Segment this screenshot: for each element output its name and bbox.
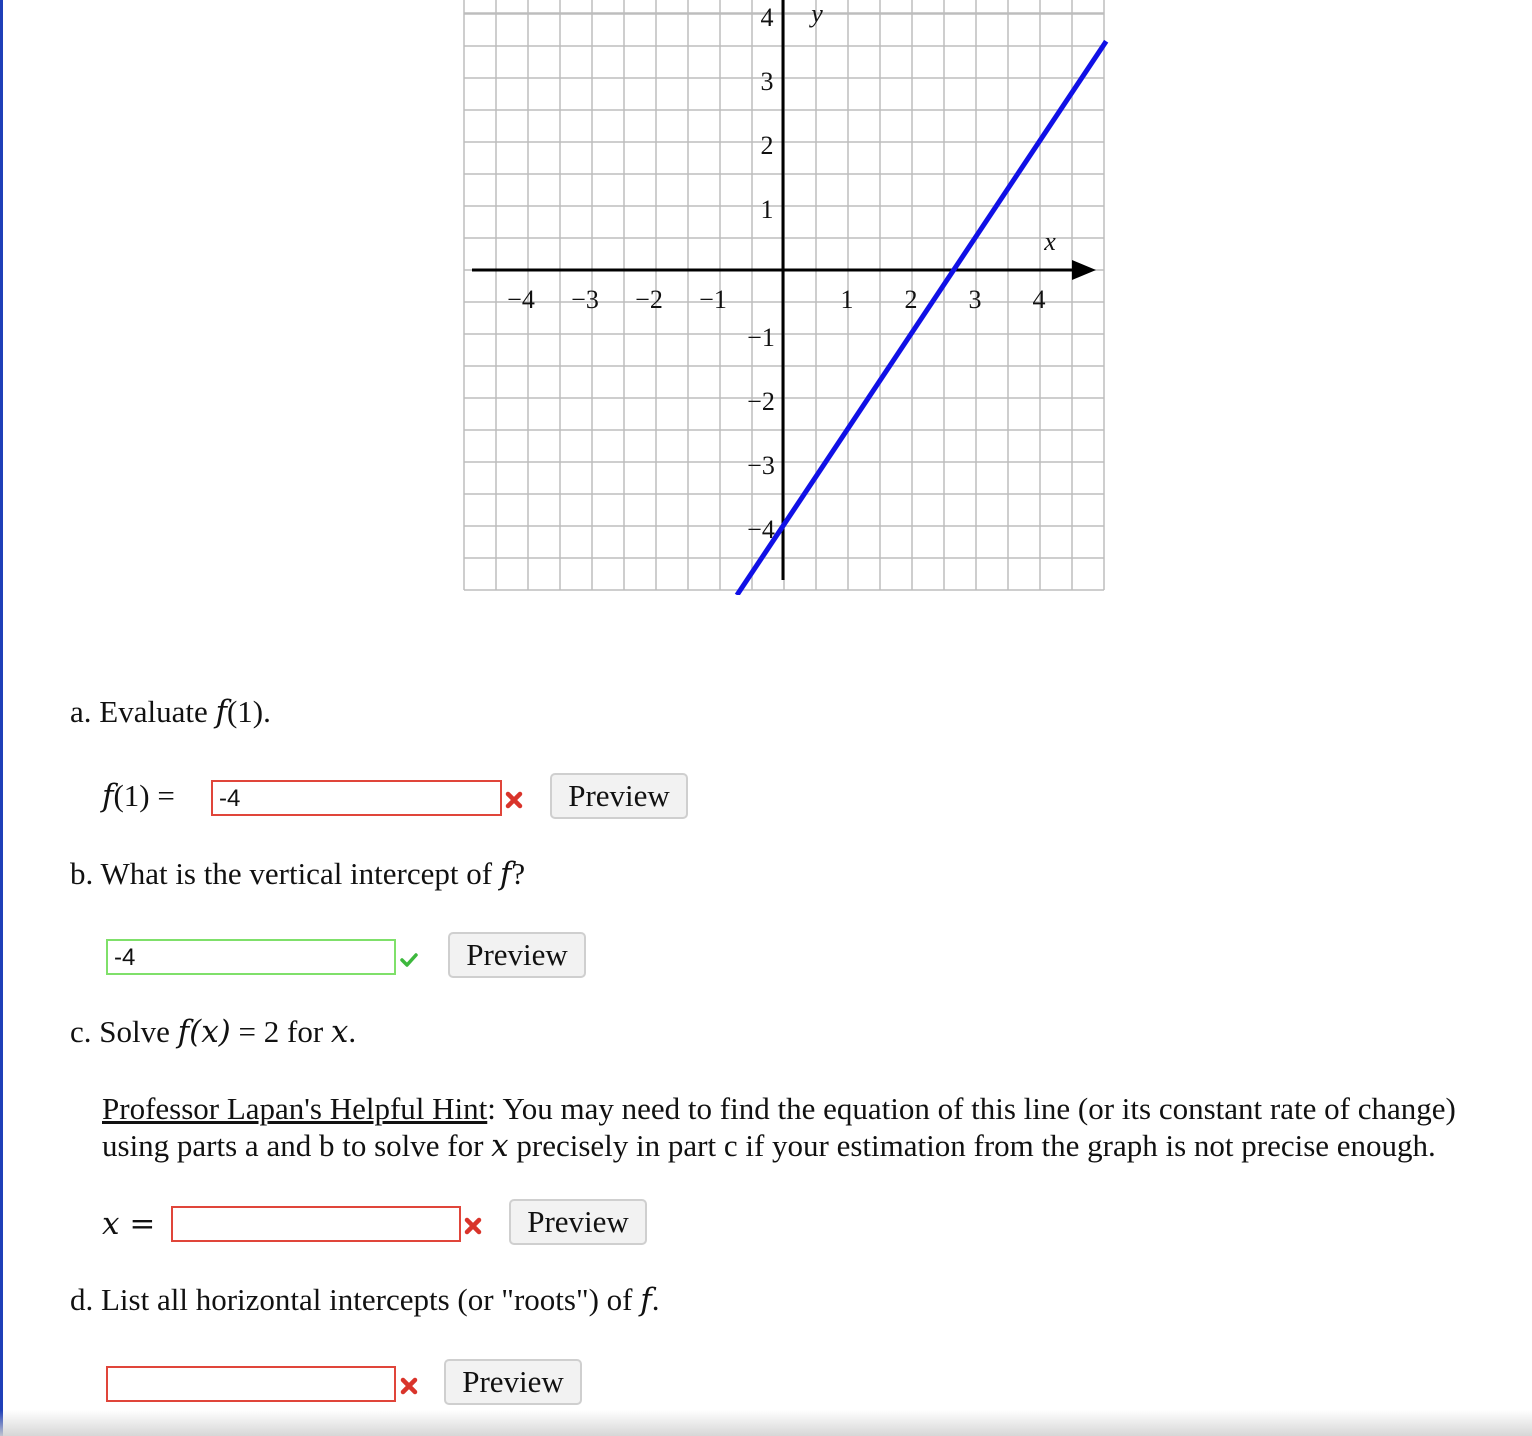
y-tick-label: 1: [760, 195, 774, 224]
question-c-var: x: [330, 1014, 349, 1050]
graph-axes: [472, 0, 1096, 580]
answer-a-label-func: f: [102, 778, 114, 814]
question-c-text: c. Solve: [70, 1014, 178, 1049]
question-b-suffix: ?: [511, 856, 526, 891]
answer-d-input[interactable]: [106, 1366, 396, 1402]
question-a-func: f: [215, 694, 227, 730]
question-d: [70, 1282, 659, 1318]
x-tick-label: 2: [904, 285, 918, 314]
hint-text-1: : You may need to find the equation of this line (or its constant rate of change) using parts a and b to solve for: [102, 1091, 1456, 1163]
question-a-suffix: .: [263, 694, 271, 729]
function-graph: [460, 0, 1110, 595]
answer-a-label-arg: (1) =: [113, 778, 175, 813]
question-c-equals: = 2 for: [238, 1014, 331, 1049]
question-a: [70, 694, 271, 730]
y-tick-label: 3: [760, 67, 774, 96]
x-tick-label: −2: [635, 285, 663, 314]
question-d-text: d. List all horizontal intercepts (or "roots") of: [70, 1282, 641, 1317]
x-tick-label: 3: [968, 285, 982, 314]
x-axis-arrow: [1072, 260, 1096, 280]
incorrect-x-icon: [504, 790, 524, 810]
correct-check-icon: [399, 950, 419, 970]
x-tick-label: −1: [699, 285, 727, 314]
x-tick-label: −3: [571, 285, 599, 314]
hint-text-2: precisely in part c if your estimation from the graph is not precise enough.: [508, 1128, 1436, 1163]
question-b: [70, 856, 525, 892]
answer-c-label: x =: [102, 1206, 156, 1242]
y-tick-label: 2: [760, 131, 774, 160]
helpful-hint: [102, 1090, 1522, 1165]
preview-button-c[interactable]: Preview: [509, 1199, 647, 1245]
graph-function-line: [737, 41, 1106, 595]
preview-button-b[interactable]: Preview: [448, 932, 586, 978]
y-tick-label: −1: [747, 323, 775, 352]
answer-a-input[interactable]: -4: [211, 780, 502, 816]
incorrect-x-icon: [399, 1376, 419, 1396]
preview-button-d[interactable]: Preview: [444, 1359, 582, 1405]
question-a-text: a. Evaluate: [70, 694, 216, 729]
x-tick-label: 1: [840, 285, 854, 314]
y-tick-label: −3: [747, 451, 775, 480]
question-c-arg: (x): [189, 1014, 231, 1050]
preview-button-a[interactable]: Preview: [550, 773, 688, 819]
question-c-func: f: [177, 1014, 190, 1050]
question-c: [70, 1014, 356, 1050]
y-tick-label: 4: [760, 3, 774, 32]
question-d-suffix: .: [651, 1282, 660, 1317]
y-tick-label: −2: [747, 387, 775, 416]
incorrect-x-icon: [463, 1216, 483, 1236]
answer-b-input[interactable]: -4: [106, 939, 396, 975]
hint-title: Professor Lapan's Helpful Hint: [102, 1091, 488, 1126]
hint-var: x: [491, 1128, 509, 1164]
answer-c-input[interactable]: [171, 1206, 461, 1242]
bottom-shadow: [0, 1410, 1532, 1436]
y-tick-label: −4: [747, 515, 775, 544]
page-left-border: [0, 0, 3, 1436]
question-d-func: f: [640, 1282, 652, 1318]
question-b-text: b. What is the vertical intercept of: [70, 856, 500, 891]
answer-a-label: [102, 778, 175, 814]
x-tick-label: 4: [1032, 285, 1046, 314]
question-a-arg: (1): [226, 694, 264, 729]
function-line: [737, 41, 1106, 595]
question-c-suffix: .: [348, 1014, 357, 1049]
y-axis-label: y: [811, 0, 823, 28]
x-axis-label: x: [1044, 227, 1056, 256]
question-b-func: f: [499, 856, 512, 892]
x-tick-label: −4: [507, 285, 535, 314]
